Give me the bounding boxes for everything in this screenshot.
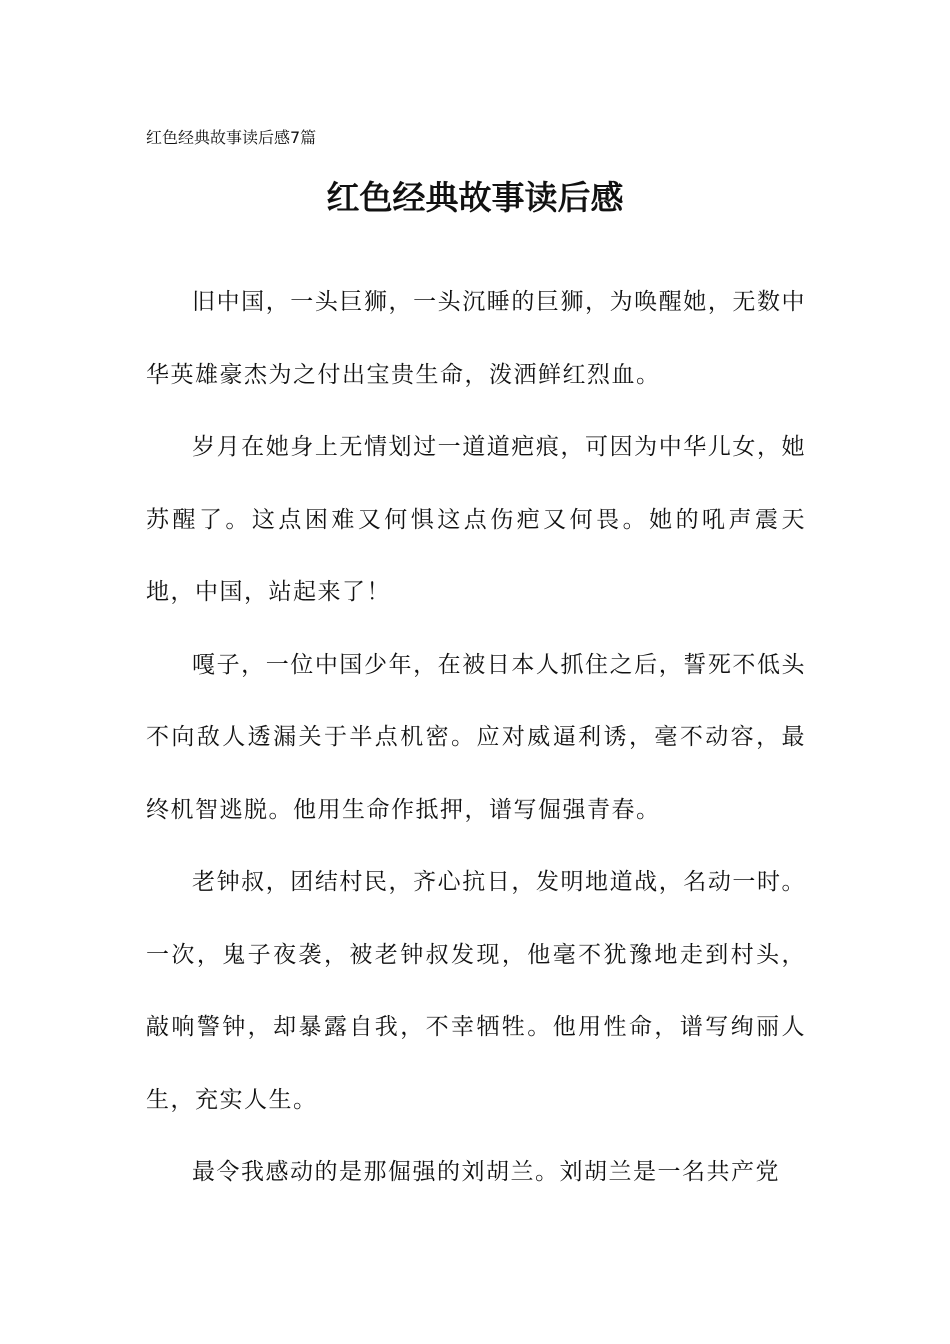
article-body (146, 266, 806, 1209)
article-title: 红色经典故事读后感 (326, 178, 624, 217)
paragraph: 最令我感动的是那倔强的刘胡兰。刘胡兰是一名共产党 (192, 1159, 780, 1185)
document-header: 红色经典故事读后感7篇 (146, 128, 317, 147)
paragraph: 旧中国，一头巨狮，一头沉睡的巨狮，为唤醒她，无数中华英雄豪杰为之付出宝贵生命，泼洒鲜红烈血。 (146, 289, 806, 388)
paragraph: 岁月在她身上无情划过一道道疤痕，可因为中华儿女，她苏醒了。这点困难又何惧这点伤疤又何畏。她的吼声震天地，中国，站起来了！ (146, 434, 806, 605)
paragraph: 老钟叔，团结村民，齐心抗日，发明地道战，名动一时。一次，鬼子夜袭，被老钟叔发现，他毫不犹豫地走到村头，敲响警钟，却暴露自我，不幸牺牲。他用性命，谱写绚丽人生，充实人生。 (146, 869, 806, 1113)
paragraph: 嘎子，一位中国少年，在被日本人抓住之后，誓死不低头不向敌人透漏关于半点机密。应对威逼利诱，毫不动容，最终机智逃脱。他用生命作抵押，谱写倔强青春。 (146, 651, 806, 823)
